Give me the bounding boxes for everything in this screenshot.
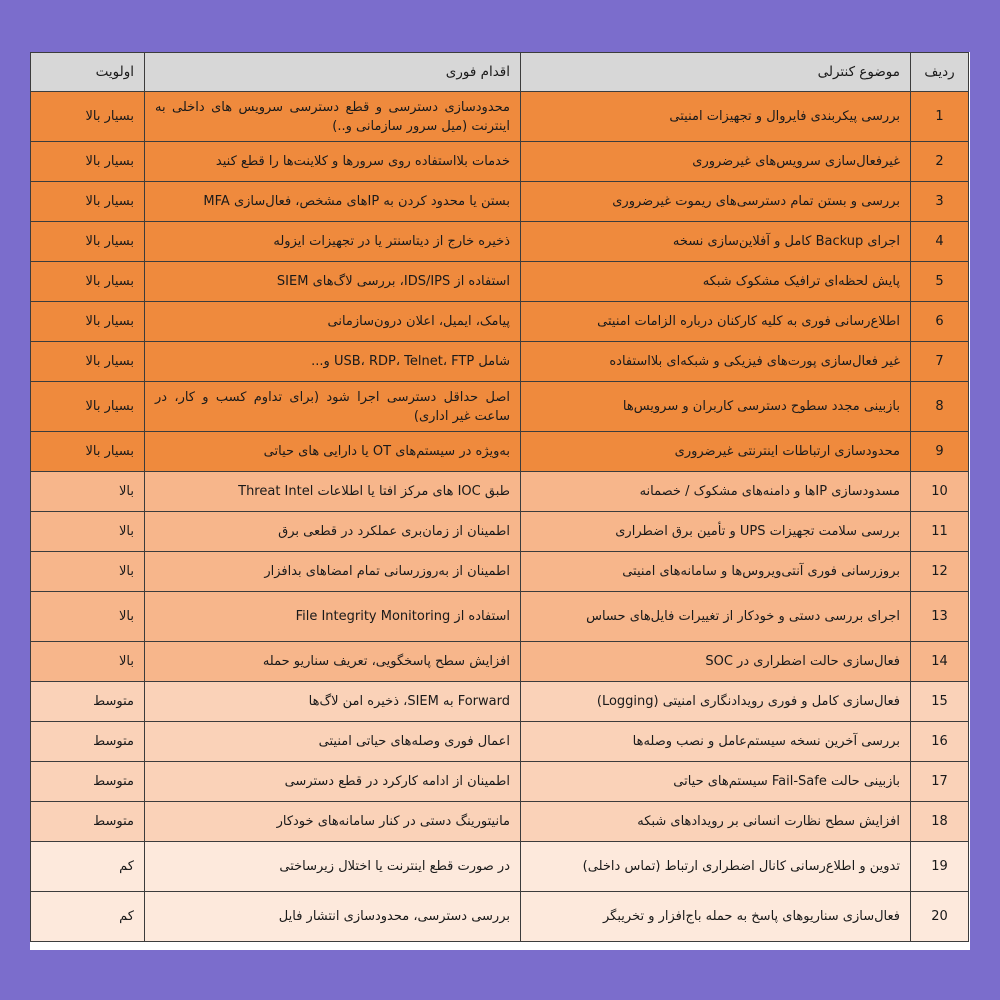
row-priority: بالا: [31, 552, 145, 592]
row-topic: اجرای بررسی دستی و خودکار از تغییرات فایل‌های حساس: [521, 592, 911, 642]
row-num: 17: [911, 762, 969, 802]
row-num: 7: [911, 342, 969, 382]
table-row: [31, 262, 969, 302]
table-row: [31, 842, 969, 892]
row-num: 19: [911, 842, 969, 892]
row-topic: بازبینی مجدد سطوح دسترسی کاربران و سرویس‌ها: [521, 382, 911, 432]
row-topic: فعال‌سازی سناریوهای پاسخ به حمله باج‌افزار و تخریبگر: [521, 892, 911, 942]
table-row: [31, 222, 969, 262]
row-action: بستن یا محدود کردن به IPهای مشخص، فعال‌سازی MFA: [145, 182, 521, 222]
row-priority: بسیار بالا: [31, 342, 145, 382]
row-topic: بررسی آخرین نسخه سیستم‌عامل و نصب وصله‌ها: [521, 722, 911, 762]
row-num: 20: [911, 892, 969, 942]
row-action: استفاده از File Integrity Monitoring: [145, 592, 521, 642]
checklist-sheet: [30, 52, 970, 950]
table-row: [31, 802, 969, 842]
row-action: بررسی دسترسی، محدودسازی انتشار فایل: [145, 892, 521, 942]
table-row: [31, 892, 969, 942]
row-priority: بسیار بالا: [31, 222, 145, 262]
security-controls-table: [30, 52, 969, 942]
row-topic: مسدودسازی IPها و دامنه‌های مشکوک / خصمانه: [521, 472, 911, 512]
row-action: اعمال فوری وصله‌های حیاتی امنیتی: [145, 722, 521, 762]
table-row: [31, 142, 969, 182]
row-action: اطمینان از به‌روزرسانی تمام امضاهای بدافزار: [145, 552, 521, 592]
row-action: ذخیره خارج از دیتاسنتر یا در تجهیزات ایزوله: [145, 222, 521, 262]
table-row: [31, 592, 969, 642]
row-priority: بسیار بالا: [31, 142, 145, 182]
row-priority: بالا: [31, 642, 145, 682]
row-num: 10: [911, 472, 969, 512]
row-topic: محدودسازی ارتباطات اینترنتی غیرضروری: [521, 432, 911, 472]
table-row: [31, 552, 969, 592]
row-topic: فعال‌سازی حالت اضطراری در SOC: [521, 642, 911, 682]
row-topic: فعال‌سازی کامل و فوری رویدادنگاری امنیتی (Logging): [521, 682, 911, 722]
row-num: 6: [911, 302, 969, 342]
header-topic: موضوع کنترلی: [521, 53, 911, 92]
row-topic: افزایش سطح نظارت انسانی بر رویدادهای شبکه: [521, 802, 911, 842]
header-num: ردیف: [911, 53, 969, 92]
row-action: پیامک، ایمیل، اعلان درون‌سازمانی: [145, 302, 521, 342]
row-topic: غیر فعال‌سازی پورت‌های فیزیکی و شبکه‌ای بلااستفاده: [521, 342, 911, 382]
row-topic: پایش لحظه‌ای ترافیک مشکوک شبکه: [521, 262, 911, 302]
row-priority: بسیار بالا: [31, 302, 145, 342]
table-row: [31, 642, 969, 682]
row-topic: بررسی پیکربندی فایروال و تجهیزات امنیتی: [521, 92, 911, 142]
header-priority: اولویت: [31, 53, 145, 92]
table-row: [31, 342, 969, 382]
row-action: Forward به SIEM، ذخیره امن لاگ‌ها: [145, 682, 521, 722]
row-action: محدودسازی دسترسی و قطع دسترسی سرویس های داخلی به اینترنت (میل سرور سازمانی و..): [145, 92, 521, 142]
table-row: [31, 382, 969, 432]
table-row: [31, 92, 969, 142]
row-num: 16: [911, 722, 969, 762]
row-num: 13: [911, 592, 969, 642]
row-priority: بالا: [31, 512, 145, 552]
row-num: 12: [911, 552, 969, 592]
row-priority: بسیار بالا: [31, 262, 145, 302]
row-num: 1: [911, 92, 969, 142]
row-action: شامل USB، RDP، Telnet، FTP و...: [145, 342, 521, 382]
row-priority: متوسط: [31, 682, 145, 722]
row-priority: بالا: [31, 592, 145, 642]
row-topic: بررسی سلامت تجهیزات UPS و تأمین برق اضطراری: [521, 512, 911, 552]
row-num: 9: [911, 432, 969, 472]
row-action: اصل حداقل دسترسی اجرا شود (برای تداوم کسب و کار، در ساعت غیر اداری): [145, 382, 521, 432]
row-priority: متوسط: [31, 722, 145, 762]
row-topic: بررسی و بستن تمام دسترسی‌های ریموت غیرضروری: [521, 182, 911, 222]
row-action: مانیتورینگ دستی در کنار سامانه‌های خودکار: [145, 802, 521, 842]
row-num: 18: [911, 802, 969, 842]
row-action: افزایش سطح پاسخگویی، تعریف سناریو حمله: [145, 642, 521, 682]
table-header-row: [31, 53, 969, 92]
table-row: [31, 432, 969, 472]
row-num: 3: [911, 182, 969, 222]
table-row: [31, 182, 969, 222]
row-priority: کم: [31, 892, 145, 942]
row-action: اطمینان از ادامه کارکرد در قطع دسترسی: [145, 762, 521, 802]
row-priority: متوسط: [31, 802, 145, 842]
row-topic: بازبینی حالت Fail-Safe سیستم‌های حیاتی: [521, 762, 911, 802]
table-row: [31, 682, 969, 722]
table-row: [31, 512, 969, 552]
row-num: 14: [911, 642, 969, 682]
row-topic: بروزرسانی فوری آنتی‌ویروس‌ها و سامانه‌های امنیتی: [521, 552, 911, 592]
row-action: در صورت قطع اینترنت یا اختلال زیرساختی: [145, 842, 521, 892]
row-priority: بالا: [31, 472, 145, 512]
row-num: 11: [911, 512, 969, 552]
row-num: 5: [911, 262, 969, 302]
row-num: 15: [911, 682, 969, 722]
header-action: اقدام فوری: [145, 53, 521, 92]
table-row: [31, 472, 969, 512]
row-topic: غیرفعال‌سازی سرویس‌های غیرضروری: [521, 142, 911, 182]
row-num: 4: [911, 222, 969, 262]
row-priority: بسیار بالا: [31, 92, 145, 142]
table-row: [31, 722, 969, 762]
row-priority: کم: [31, 842, 145, 892]
row-topic: تدوین و اطلاع‌رسانی کانال اضطراری ارتباط (تماس داخلی): [521, 842, 911, 892]
row-priority: بسیار بالا: [31, 432, 145, 472]
row-action: استفاده از IDS/IPS، بررسی لاگ‌های SIEM: [145, 262, 521, 302]
row-action: طبق IOC های مرکز افتا یا اطلاعات Threat Intel: [145, 472, 521, 512]
row-action: به‌ویژه در سیستم‌های OT یا دارایی های حیاتی: [145, 432, 521, 472]
row-action: خدمات بلااستفاده روی سرورها و کلاینت‌ها را قطع کنید: [145, 142, 521, 182]
row-num: 2: [911, 142, 969, 182]
row-priority: متوسط: [31, 762, 145, 802]
row-action: اطمینان از زمان‌بری عملکرد در قطعی برق: [145, 512, 521, 552]
row-topic: اطلاع‌رسانی فوری به کلیه کارکنان درباره الزامات امنیتی: [521, 302, 911, 342]
row-priority: بسیار بالا: [31, 182, 145, 222]
row-topic: اجرای Backup کامل و آفلاین‌سازی نسخه: [521, 222, 911, 262]
table-row: [31, 302, 969, 342]
row-priority: بسیار بالا: [31, 382, 145, 432]
row-num: 8: [911, 382, 969, 432]
table-row: [31, 762, 969, 802]
